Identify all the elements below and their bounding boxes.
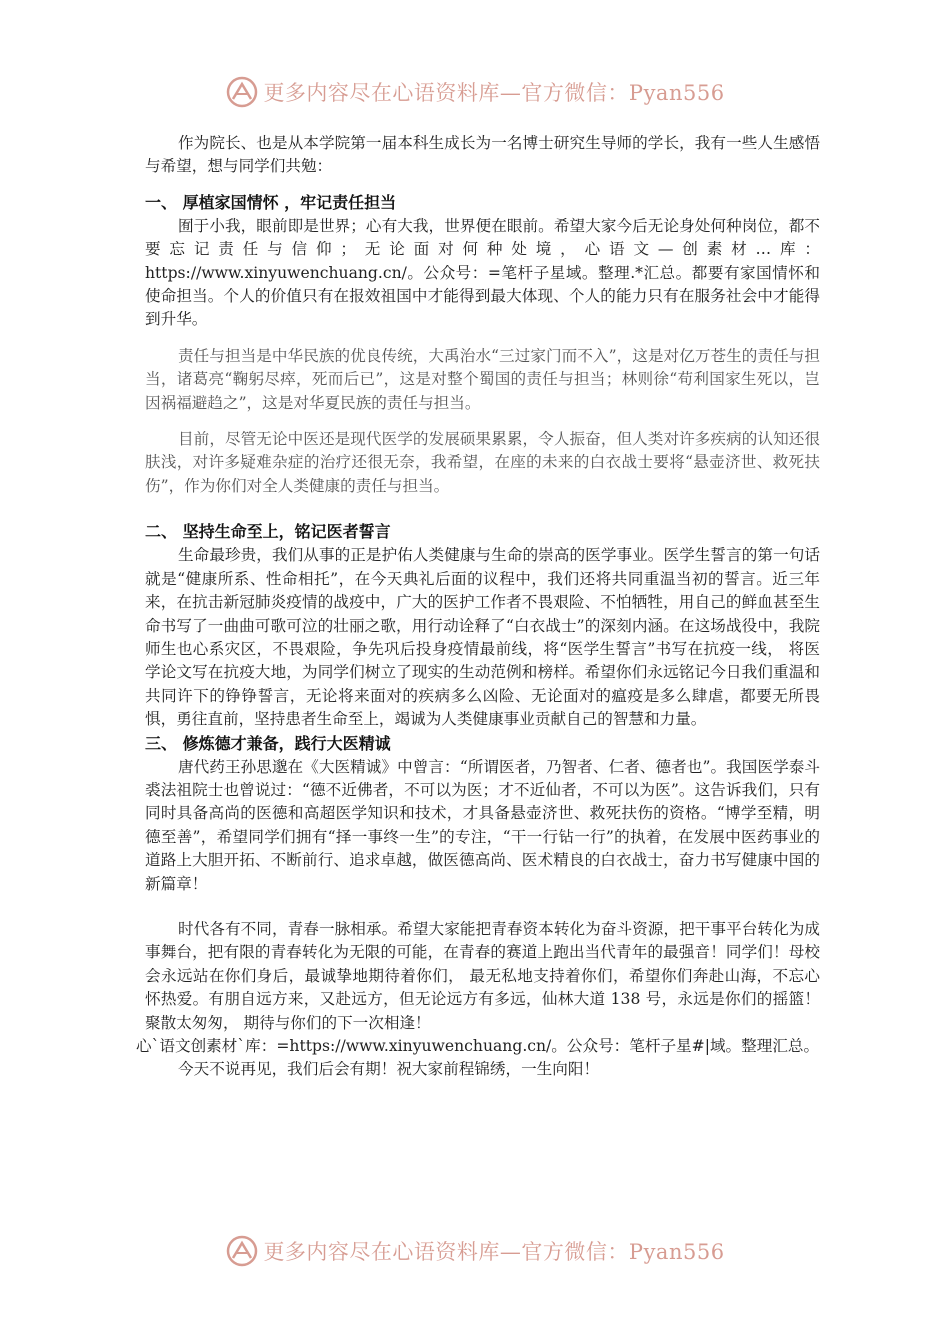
section-1-heading: 一、 厚植家国情怀 ，牢记责任担当 <box>145 192 397 212</box>
source-note: 心`语文创素材`库：=https://www.xinyuwenchuang.cn/。公众号：笔杆子星#|域。整理汇总。 <box>136 1037 820 1055</box>
header-watermark <box>0 70 950 114</box>
intro-paragraph: 作为院长、也是从本学院第一届本科生成长为一名博士研究生导师的学长，我有一些人生感悟与希望，想与同学们共勉： <box>145 134 820 176</box>
watermark-text: 更多内容尽在心语资料库—官方微信：Pyan556 <box>263 81 725 105</box>
document-body <box>136 132 820 1082</box>
watermark-logo-icon <box>225 75 259 109</box>
section-1-paragraph-3: 目前，尽管无论中医还是现代医学的发展硕果累累，令人振奋，但人类对许多疾病的认知还很肤浅，对许多疑难杂症的治疗还很无奈，我希望，在座的未来的白衣战士要将“悬壶济世、救死扶伤”，作为你们对全人类健康的责任与担当。 <box>145 430 820 495</box>
section-2-paragraph-1: 生命最珍贵，我们从事的正是护佑人类健康与生命的崇高的医学事业。医学生誓言的第一句话就是“健康所系、性命相托”，在今天典礼后面的议程中，我们还将共同重温当初的誓言。近三年来，在抗击新冠肺炎疫情的战疫中，广大的医护工作者不畏艰险、不怕牺牲，用自己的鲜血甚至生命书写了一曲曲可歌可泣的壮丽之歌，用行动诠释了“白衣战士”的深刻内涵。在这场战役中，我院师生也心系灾区，不畏艰险，争先巩后投身疫情最前线，将“医学生誓言”书写在抗疫一线， 将医学论文写在抗疫大地，为同学们树立了现实的生动范例和榜样。希望你们永远铭记今日我们重温和共同许下的铮铮誓言，无论将来面对的疾病多么凶险、无论面对的瘟疫是多么肆虐，都要无所畏惧，勇往直前，坚持患者生命至上，竭诚为人类健康事业贡献自己的智慧和力量。 <box>145 546 820 729</box>
section-1-paragraph-1: 囿于小我，眼前即是世界；心有大我，世界便在眼前。希望大家今后无论身处何种岗位，都不要忘记责任与信仰；无论面对何种处境，心语文—创素材…库：https://www.xinyuwenchuang.cn/。公众号：=笔杆子星域。整理.*汇总。都要有家国情怀和使命担当。个人的价值只有在报效祖国中才能得到最大体现、个人的能力只有在服务社会中才能得到升华。 <box>145 216 820 329</box>
final-paragraph: 今天不说再见，我们后会有期！祝大家前程锦绣，一生向阳！ <box>178 1060 600 1079</box>
footer-watermark <box>0 1229 950 1273</box>
section-3-paragraph-1: 唐代药王孙思邈在《大医精诚》中曾言：“所谓医者，乃智者、仁者、德者也”。我国医学泰斗裘法祖院士也曾说过：“德不近佛者，不可以为医；才不近仙者，不可以为医”。这告诉我们，只有同时具备高尚的医德和高超医学知识和技术，才具备悬壶济世、救死扶伤的资格。“博学至精，明德至善”，希望同学们拥有“择一事终一生”的专注，“干一行钻一行”的执着，在发展中医药事业的道路上大胆开拓、不断前行、追求卓越，做医德高尚、医术精良的白衣战士，奋力书写健康中国的新篇章！ <box>145 757 820 893</box>
section-1-paragraph-2: 责任与担当是中华民族的优良传统，大禹治水“三过家门而不入”，这是对亿万苍生的责任与担当，诸葛亮“鞠躬尽瘁，死而后已”，这是对整个蜀国的责任与担当；林则徐“苟利国家生死以，岂因祸福避趋之”，这是对华夏民族的责任与担当。 <box>145 346 820 412</box>
section-2-heading: 二、 坚持生命至上，铭记医者誓言 <box>145 522 391 542</box>
watermark-logo-icon <box>225 1234 259 1268</box>
watermark-text: 更多内容尽在心语资料库—官方微信：Pyan556 <box>263 1240 725 1264</box>
section-3-heading: 三、 修炼德才兼备，践行大医精诚 <box>145 733 391 753</box>
closing-paragraph: 时代各有不同，青春一脉相承。希望大家能把青春资本转化为奋斗资源，把干事平台转化为成事舞台，把有限的青春转化为无限的可能，在青春的赛道上跑出当代青年的最强音！同学们！母校会永远站在你们身后，最诚挚地期待着你们， 最无私地支持着你们，希望你们奔赴山海，不忘心怀热爱。有朋自远方来，又赴远方，但无论远方有多远，仙林大道 138 号，永远是你们的摇篮！聚散太匆匆， 期待与你们的下一次相逢！ <box>145 919 820 1032</box>
